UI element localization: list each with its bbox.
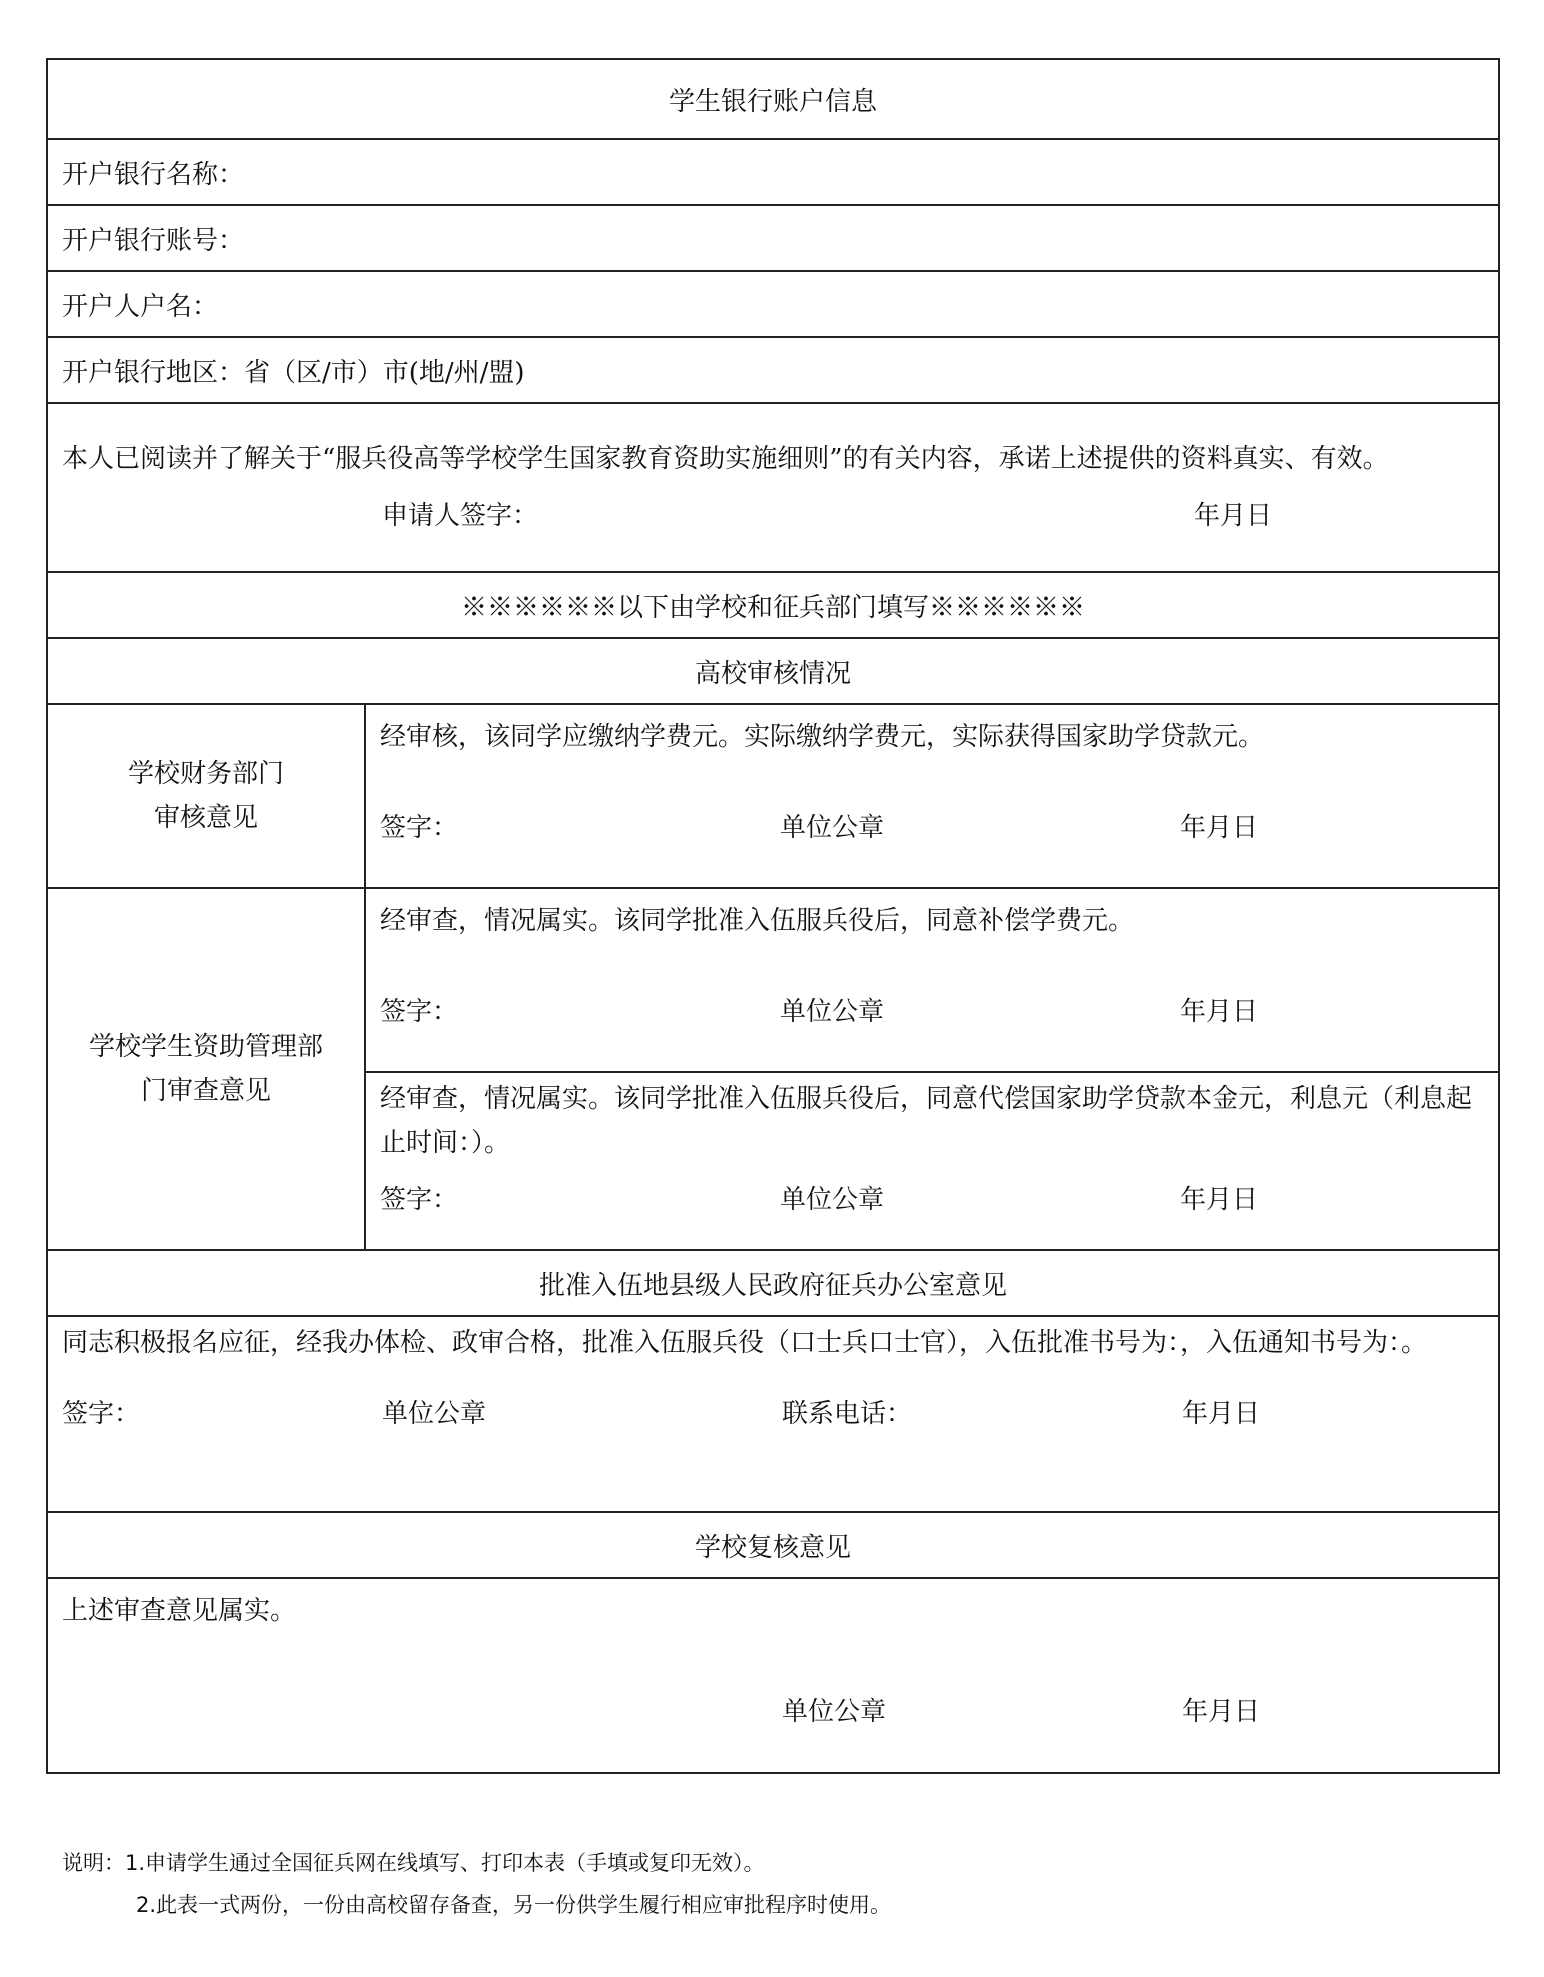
declaration-text: 本人已阅读并了解关于“服兵役高等学校学生国家教育资助实施细则”的有关内容，承诺上述提供的资料真实、有效。 xyxy=(62,443,1389,474)
recruit-sign-label: 签字： xyxy=(62,1399,141,1429)
finance-sign-label: 签字： xyxy=(380,813,459,843)
aid-label-line-1: 学校学生资助管理部 xyxy=(88,1032,323,1062)
bank-name-field: 开户银行名称： xyxy=(47,139,1499,205)
recruit-phone-label: 联系电话： xyxy=(782,1399,913,1429)
recheck-signature-line xyxy=(62,1691,1484,1735)
bank-region-field: 开户银行地区：省（区/市）市(地/州/盟) xyxy=(47,337,1499,403)
finance-seal-label: 单位公章 xyxy=(780,813,885,843)
recruitment-opinion-text: 同志积极报名应征，经我办体检、政审合格，批准入伍服兵役（口士兵口士官），入伍批准书号为：，入伍通知书号为：。 xyxy=(62,1328,1428,1358)
recheck-date-label: 年月日 xyxy=(1182,1697,1261,1727)
loan-repayment-text: 经审查，情况属实。该同学批准入伍服兵役后，同意代偿国家助学贷款本金元，利息元（利息起止时间：）。 xyxy=(380,1084,1473,1158)
school-use-divider: ※※※※※※以下由学校和征兵部门填写※※※※※※ xyxy=(47,572,1499,638)
note-line-1: 说明：1.申请学生通过全国征兵网在线填写、打印本表（手填或复印无效）。 xyxy=(62,1851,765,1875)
finance-label-line-1: 学校财务部门 xyxy=(127,759,284,789)
tuition-sign-label: 签字： xyxy=(380,997,459,1027)
loan-repayment-cell xyxy=(365,1072,1499,1250)
tuition-compensation-text: 经审查，情况属实。该同学批准入伍服兵役后，同意补偿学费元。 xyxy=(380,906,1135,936)
declaration-cell xyxy=(47,403,1499,572)
applicant-signature-line xyxy=(62,495,1484,539)
tuition-seal-label: 单位公章 xyxy=(780,997,885,1027)
recruit-date-label: 年月日 xyxy=(1182,1399,1261,1429)
tuition-date-label: 年月日 xyxy=(1180,997,1259,1027)
finance-date-label: 年月日 xyxy=(1180,813,1259,843)
finance-label-line-2: 审核意见 xyxy=(153,803,258,833)
finance-dept-label xyxy=(47,704,365,888)
loan-signature-line xyxy=(380,1179,1484,1223)
applicant-sign-label: 申请人签字： xyxy=(382,500,539,531)
aid-label-line-2: 门审查意见 xyxy=(140,1076,271,1106)
bank-section-title: 学生银行账户信息 xyxy=(47,59,1499,139)
recruitment-office-title: 批准入伍地县级人民政府征兵办公室意见 xyxy=(47,1250,1499,1316)
finance-signature-line xyxy=(380,807,1484,851)
school-recheck-text: 上述审查意见属实。 xyxy=(62,1596,297,1626)
account-holder-field: 开户人户名： xyxy=(47,271,1499,337)
finance-opinion-text: 经审核，该同学应缴纳学费元。实际缴纳学费元，实际获得国家助学贷款元。 xyxy=(380,722,1265,752)
bank-account-field: 开户银行账号： xyxy=(47,205,1499,271)
applicant-date-label: 年月日 xyxy=(1194,500,1273,531)
note-line-2: 2.此表一式两份，一份由高校留存备查，另一份供学生履行相应审批程序时使用。 xyxy=(136,1893,892,1917)
aid-dept-label xyxy=(47,888,365,1250)
recheck-seal-label: 单位公章 xyxy=(782,1697,887,1727)
university-review-title: 高校审核情况 xyxy=(47,638,1499,704)
tuition-signature-line xyxy=(380,991,1484,1035)
loan-seal-label: 单位公章 xyxy=(780,1185,885,1215)
tuition-compensation-cell xyxy=(365,888,1499,1072)
loan-date-label: 年月日 xyxy=(1180,1185,1259,1215)
form-notes xyxy=(62,1842,891,1926)
school-recheck-title: 学校复核意见 xyxy=(47,1512,1499,1578)
recruitment-signature-line xyxy=(62,1393,1484,1437)
recruitment-opinion-cell xyxy=(47,1316,1499,1512)
application-form-table xyxy=(46,58,1500,1774)
school-recheck-cell xyxy=(47,1578,1499,1773)
loan-sign-label: 签字： xyxy=(380,1185,459,1215)
recruit-seal-label: 单位公章 xyxy=(382,1399,487,1429)
finance-opinion-cell xyxy=(365,704,1499,888)
